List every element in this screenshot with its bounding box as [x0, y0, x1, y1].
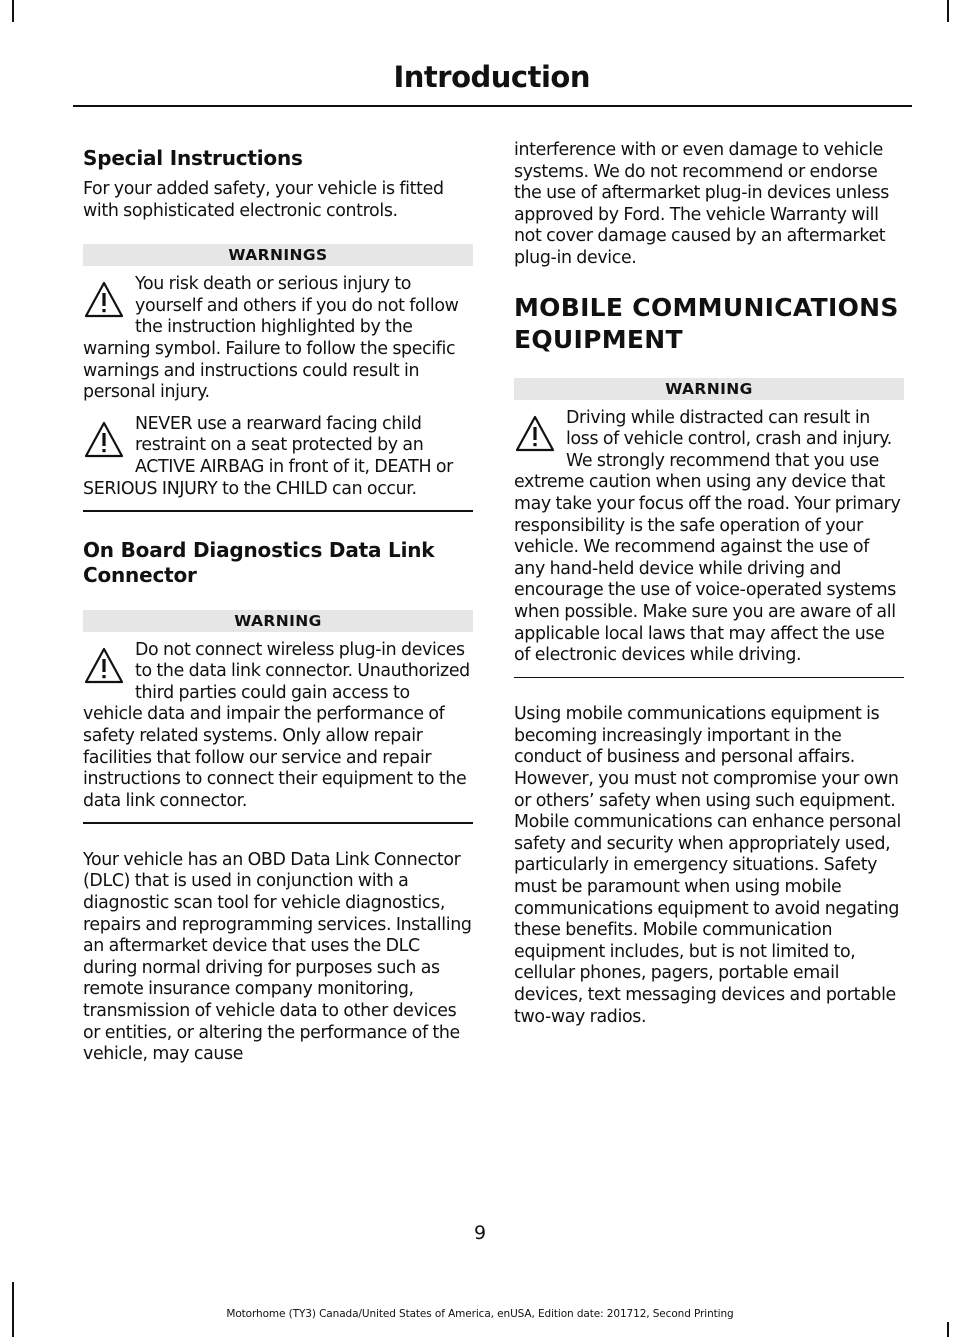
crop-mark-top-right-v [947, 0, 949, 22]
mobile-communications-heading: MOBILE COMMUNICATIONS EQUIPMENT [514, 292, 899, 354]
footer-edition-text: Motorhome (TY3) Canada/United States of America, enUSA, Edition date: 201712, Second Printing [226, 1308, 734, 1320]
warning-text: Driving while distracted can result in loss of vehicle control, crash and injury. We strongly recommend that you use extreme caution when using any device that may take your focus off the road. Your primary responsibility is the safe operation of your vehicle. We recommend against the use of any hand-held device while driving and encourage the use of voice-operated systems when possible. Make sure you are aware of all applicable local laws that may affect the use of electronic devices while driving. [514, 407, 901, 666]
crop-mark-top-left-v [12, 0, 14, 22]
warning-label: WARNING [83, 610, 473, 632]
warning-text: You risk death or serious injury to yourself and others if you do not follow the instruction highlighted by the warning symbol. Failure to follow the specific warnings and instructions could result in personal injury. [83, 274, 459, 403]
warning-end-rule [83, 510, 473, 512]
warning-block [83, 274, 473, 404]
warning-label: WARNING [514, 378, 904, 400]
warning-block [83, 640, 473, 813]
warning-text: NEVER use a rearward facing child restraint on a seat protected by an ACTIVE AIRBAG in front of it, DEATH or SERIOUS INJURY to the CHILD can occur. [83, 413, 453, 499]
warning-text: Do not connect wireless plug-in devices to the data link connector. Unauthorized third parties could gain access to vehicle data and impair the performance of safety related systems. Only allow repair facilities that follow our service and repair instructions to connect their equipment to the data link connector. [83, 639, 470, 811]
page-number: 9 [473, 1222, 487, 1244]
warning-triangle-icon [83, 420, 125, 462]
left-column [83, 140, 473, 1074]
obd-heading: On Board Diagnostics Data Link Connector [83, 537, 435, 587]
mobile-communications-body: Using mobile communications equipment is becoming increasingly important in the conduct of business and personal affairs. However, you must not compromise your own or others’ safety when using such equipment. Mobile communications can enhance personal safety and security when appropriately used, particularly in emergency situations. Safety must be paramount when using mobile communications equipment to avoid negating these benefits. Mobile communication equipment includes, but is not limited to, cellular phones, pagers, portable email devices, text messaging devices and portable two-way radios. [514, 704, 902, 1027]
warning-triangle-icon [514, 414, 556, 456]
obd-body: Your vehicle has an OBD Data Link Connector (DLC) that is used in conjunction with a diagnostic scan tool for vehicle diagnostics, repairs and reprogramming services. Installing an aftermarket device that uses the DLC during normal driving for purposes such as remote insurance company monitoring, transmission of vehicle data to other devices or entities, or altering the performance of the vehicle, may cause [83, 849, 472, 1065]
special-instructions-heading: Special Instructions [83, 146, 303, 170]
page-header-title: Introduction [393, 60, 590, 94]
crop-mark-bottom-right-v [947, 1322, 949, 1337]
right-column [514, 140, 904, 1036]
warning-end-rule [83, 822, 473, 824]
warning-block [83, 414, 473, 500]
obd-body-continued: interference with or even damage to vehicle systems. We do not recommend or endorse the use of aftermarket plug-in devices unless approved by Ford. The vehicle Warranty will not cover damage caused by an aftermarket plug-in device. [514, 140, 889, 268]
header-rule [73, 105, 912, 107]
warning-block [514, 408, 904, 667]
special-instructions-intro: For your added safety, your vehicle is fitted with sophisticated electronic controls. [83, 179, 444, 221]
warnings-label: WARNINGS [83, 244, 473, 266]
warning-triangle-icon [83, 280, 125, 322]
warning-end-rule [514, 677, 904, 679]
warning-triangle-icon [83, 646, 125, 688]
